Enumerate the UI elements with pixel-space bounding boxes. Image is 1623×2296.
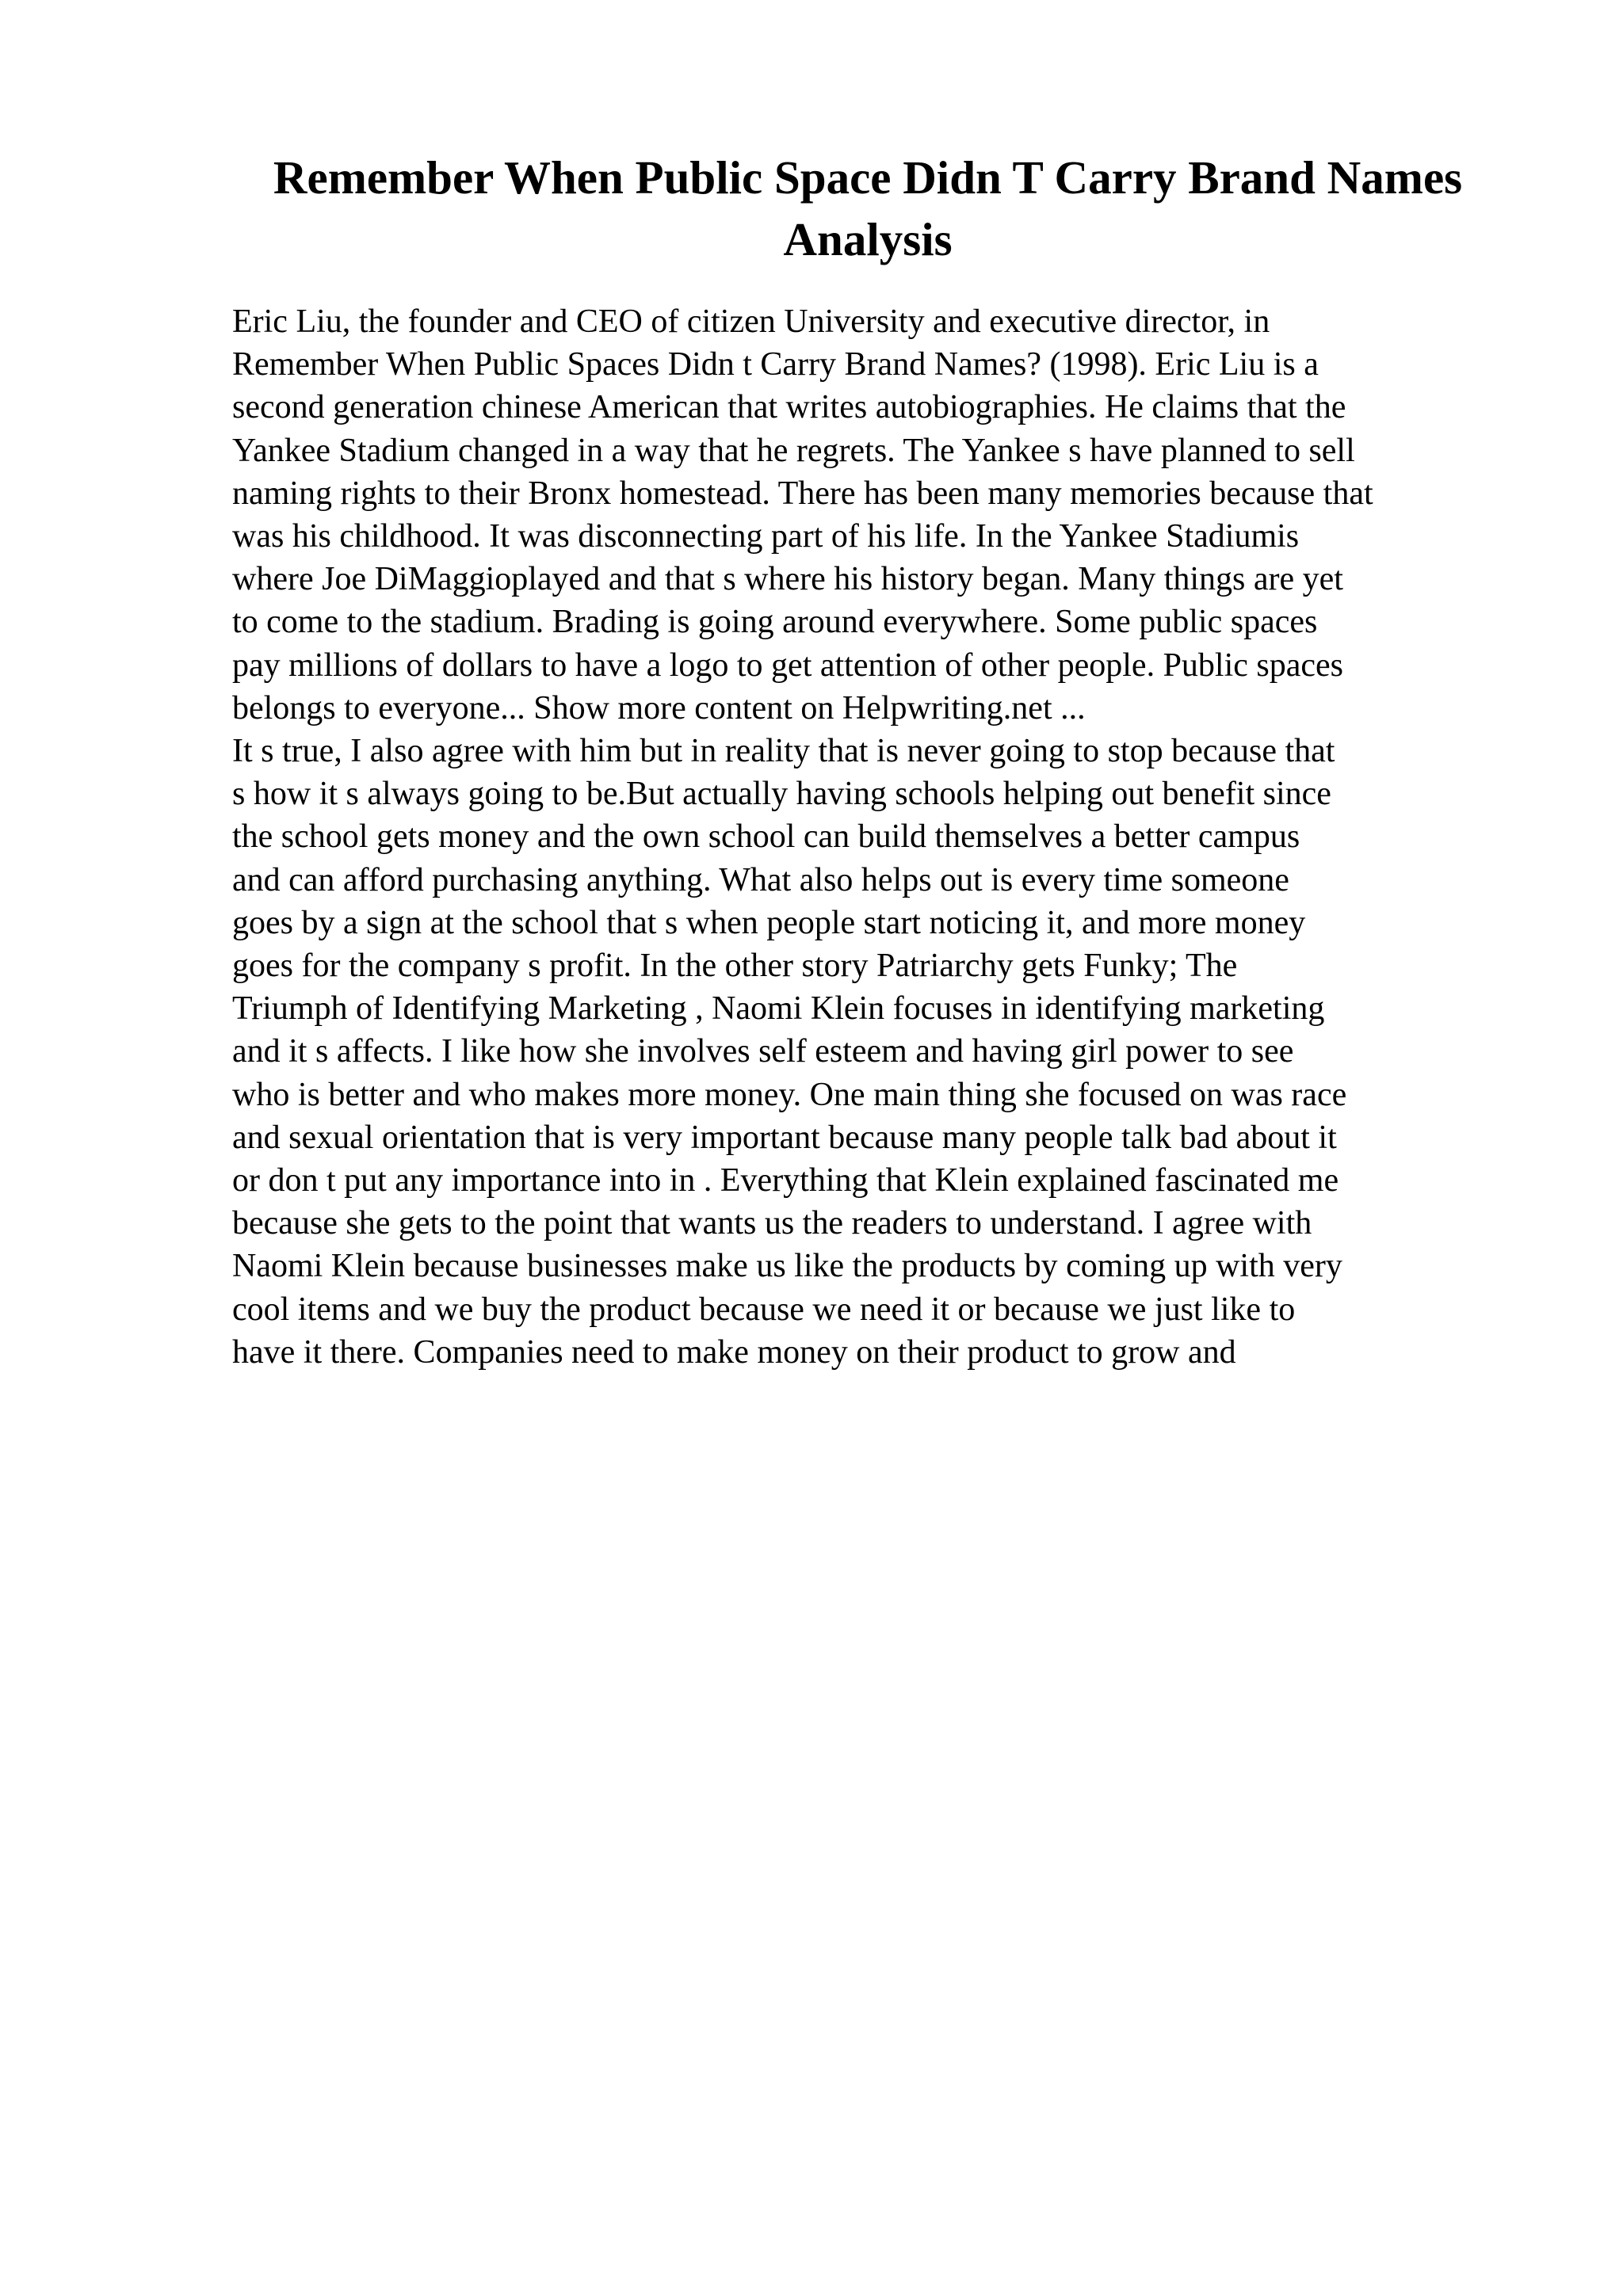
- document-title: [230, 147, 1506, 270]
- body-line: Yankee Stadium changed in a way that he regrets. The Yankee s have planned to sell: [232, 432, 1355, 469]
- title-line: Remember When Public Space Didn T Carry Brand Names: [273, 151, 1463, 204]
- body-line: was his childhood. It was disconnecting part of his life. In the Yankee Stadiumis: [232, 518, 1300, 555]
- body-line: It s true, I also agree with him but in reality that is never going to stop because that: [232, 733, 1335, 770]
- body-line: the school gets money and the own school can build themselves a better campus: [232, 818, 1300, 856]
- document-body: [232, 300, 1532, 1374]
- body-line: Remember When Public Spaces Didn t Carry Brand Names? (1998). Eric Liu is a: [232, 346, 1319, 383]
- body-line: or don t put any importance into in . Everything that Klein explained fascinated me: [232, 1162, 1339, 1199]
- body-line: goes for the company s profit. In the other story Patriarchy gets Funky; The: [232, 948, 1238, 985]
- body-line: have it there. Companies need to make money on their product to grow and: [232, 1333, 1236, 1371]
- body-line: and can afford purchasing anything. What also helps out is every time someone: [232, 861, 1289, 898]
- body-line: belongs to everyone... Show more content on Helpwriting.net ...: [232, 689, 1086, 727]
- body-line: Triumph of Identifying Marketing , Naomi Klein focuses in identifying marketing: [232, 990, 1325, 1028]
- body-line: Naomi Klein because businesses make us like the products by coming up with very: [232, 1248, 1342, 1285]
- body-line: naming rights to their Bronx homestead. There has been many memories because that: [232, 475, 1373, 512]
- body-line: to come to the stadium. Brading is going around everywhere. Some public spaces: [232, 604, 1318, 641]
- body-line: s how it s always going to be.But actually having schools helping out benefit since: [232, 776, 1331, 813]
- body-line: and it s affects. I like how she involves self esteem and having girl power to see: [232, 1033, 1294, 1070]
- body-line: cool items and we buy the product because we need it or because we just like to: [232, 1291, 1296, 1328]
- title-line: Analysis: [783, 213, 953, 265]
- body-line: goes by a sign at the school that s when people start noticing it, and more money: [232, 904, 1306, 941]
- body-line: pay millions of dollars to have a logo to get attention of other people. Public spaces: [232, 646, 1344, 684]
- body-line: because she gets to the point that wants us the readers to understand. I agree with: [232, 1205, 1312, 1242]
- body-line: second generation chinese American that writes autobiographies. He claims that the: [232, 389, 1346, 426]
- body-line: who is better and who makes more money. One main thing she focused on was race: [232, 1076, 1347, 1113]
- body-line: where Joe DiMaggioplayed and that s where his history began. Many things are yet: [232, 561, 1343, 598]
- body-line: and sexual orientation that is very important because many people talk bad about it: [232, 1119, 1337, 1156]
- body-line: Eric Liu, the founder and CEO of citizen University and executive director, in: [232, 303, 1270, 340]
